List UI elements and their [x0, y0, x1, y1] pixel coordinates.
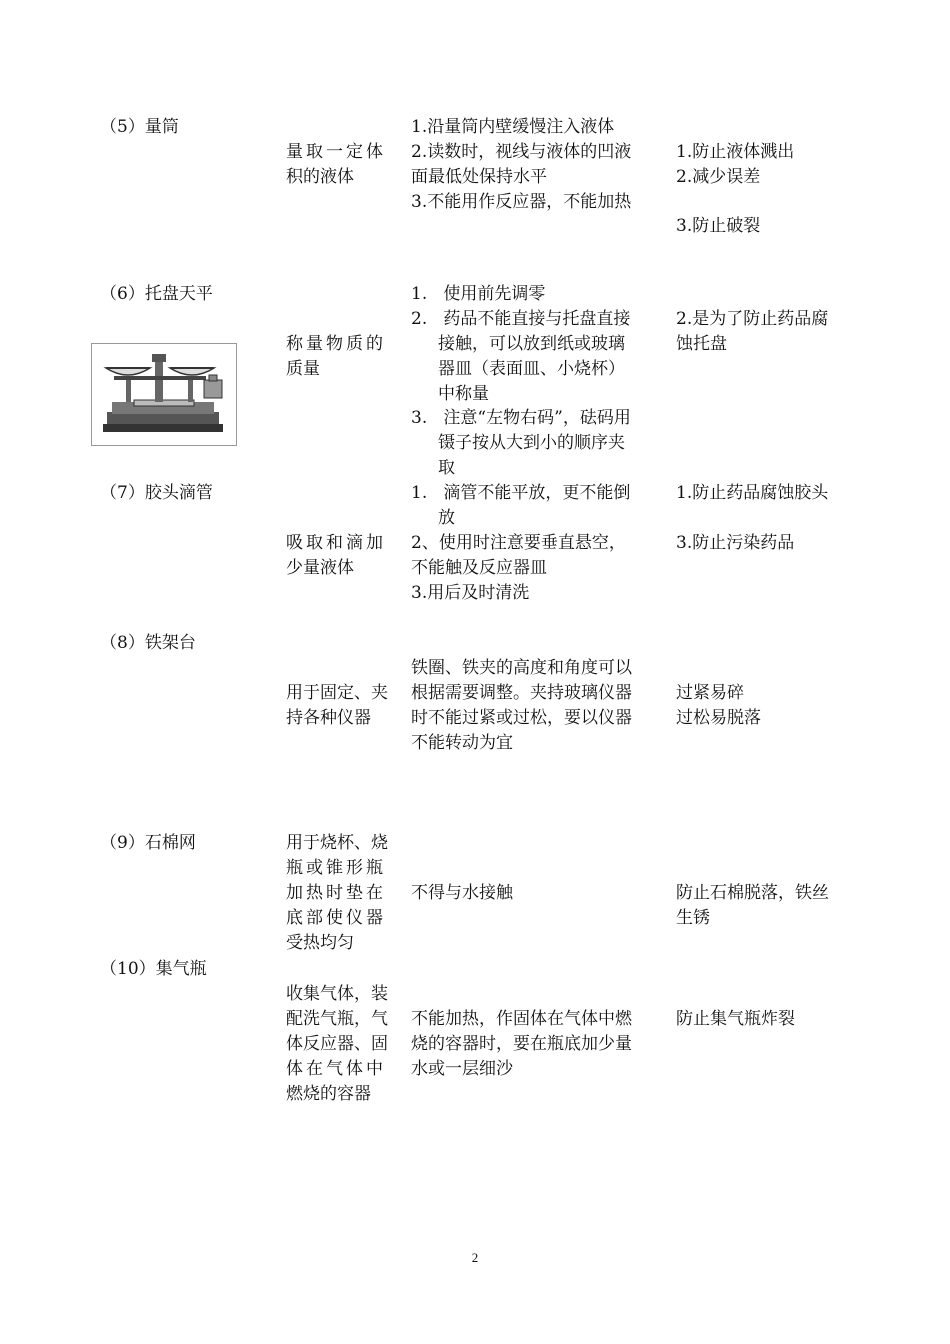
row8-note-line4: 不能转动为宜 [411, 733, 513, 753]
row8-use-line1: 用于固定、夹 [286, 683, 388, 703]
row5-name: （5）量筒 [100, 117, 179, 137]
row7-note-line3: 2、使用时注意要垂直悬空， [411, 533, 626, 553]
balance-illustration [91, 343, 237, 446]
row7-reason-line2: 3.防止污染药品 [676, 533, 795, 553]
row7-use-line1: 吸取和滴加 [286, 533, 386, 553]
row9-note-line1: 不得与水接触 [411, 883, 513, 903]
scale-balance-icon [92, 344, 236, 445]
row5-note-line2: 2.读数时，视线与液体的凹液 [411, 142, 632, 162]
row6-note-line8: 取 [411, 458, 456, 478]
row6-name: （6）托盘天平 [100, 284, 213, 304]
row9-use-line3: 加热时垫在 [286, 883, 386, 903]
row9-use-line4: 底部使仪器 [286, 908, 386, 928]
row10-use-line5: 燃烧的容器 [286, 1084, 371, 1104]
row8-note-line2: 根据需要调整。夹持玻璃仪器 [411, 683, 632, 703]
row9-use-line5: 受热均匀 [286, 933, 354, 953]
row5-use-line2: 积的液体 [286, 167, 354, 187]
row10-use-line3: 体反应器、固 [286, 1034, 388, 1054]
row8-note-line3: 时不能过紧或过松，要以仪器 [411, 708, 632, 728]
row7-note-line4: 不能触及反应器皿 [411, 558, 547, 578]
row6-use-line2: 质量 [286, 359, 320, 379]
row9-name: （9）石棉网 [100, 833, 196, 853]
row7-note-line5: 3.用后及时清洗 [411, 583, 530, 603]
row8-reason-line1: 过紧易碎 [676, 683, 744, 703]
row10-use-line1: 收集气体，装 [286, 984, 388, 1004]
row10-use-line4: 体在气体中 [286, 1059, 386, 1079]
row8-note-line1: 铁圈、铁夹的高度和角度可以 [411, 658, 632, 678]
row9-reason-line1: 防止石棉脱落，铁丝 [676, 883, 829, 903]
row7-use-line2: 少量液体 [286, 558, 354, 578]
row10-name: （10）集气瓶 [100, 959, 207, 979]
row6-note-line6: 3. 注意“左物右码”，砝码用 [411, 408, 631, 428]
row6-note-line4: 器皿（表面皿、小烧杯） [411, 359, 626, 379]
row9-reason-line2: 生锈 [676, 908, 710, 928]
row9-use-line1: 用于烧杯、烧 [286, 833, 388, 853]
row5-reason-line1: 1.防止液体溅出 [676, 142, 795, 162]
row10-reason-line1: 防止集气瓶炸裂 [676, 1009, 795, 1029]
row6-reason-line2: 蚀托盘 [676, 334, 727, 354]
row8-name: （8）铁架台 [100, 633, 196, 653]
page-number: 2 [471, 1250, 479, 1265]
row5-reason-line2: 2.减少误差 [676, 167, 761, 187]
row10-use-line2: 配洗气瓶，气 [286, 1009, 388, 1029]
row8-use-line2: 持各种仪器 [286, 708, 371, 728]
row7-name: （7）胶头滴管 [100, 483, 213, 503]
row5-note-line1: 1.沿量筒内壁缓慢注入液体 [411, 117, 615, 137]
row6-note-line3: 接触，可以放到纸或玻璃 [411, 334, 626, 354]
row10-note-line2: 烧的容器时，要在瓶底加少量 [411, 1034, 632, 1054]
row7-reason-line1: 1.防止药品腐蚀胶头 [676, 483, 829, 503]
row5-use-line1: 量取一定体 [286, 142, 386, 162]
row6-note-line7: 镊子按从大到小的顺序夹 [411, 433, 626, 453]
row6-note-line5: 中称量 [411, 384, 490, 404]
row10-note-line3: 水或一层细沙 [411, 1059, 513, 1079]
row6-note-line2: 2. 药品不能直接与托盘直接 [411, 309, 631, 329]
row5-reason-line3: 3.防止破裂 [676, 216, 761, 236]
row6-use-line1: 称量物质的 [286, 334, 386, 354]
row7-note-line1: 1. 滴管不能平放，更不能倒 [411, 483, 631, 503]
row5-note-line3: 面最低处保持水平 [411, 167, 547, 187]
row9-use-line2: 瓶或锥形瓶 [286, 858, 386, 878]
row7-note-line2: 放 [411, 508, 456, 528]
row6-note-line1: 1. 使用前先调零 [411, 284, 546, 304]
row8-reason-line2: 过松易脱落 [676, 708, 761, 728]
row5-note-line4: 3.不能用作反应器，不能加热 [411, 192, 632, 212]
row6-reason-line1: 2.是为了防止药品腐 [676, 309, 829, 329]
row10-note-line1: 不能加热，作固体在气体中燃 [411, 1009, 632, 1029]
